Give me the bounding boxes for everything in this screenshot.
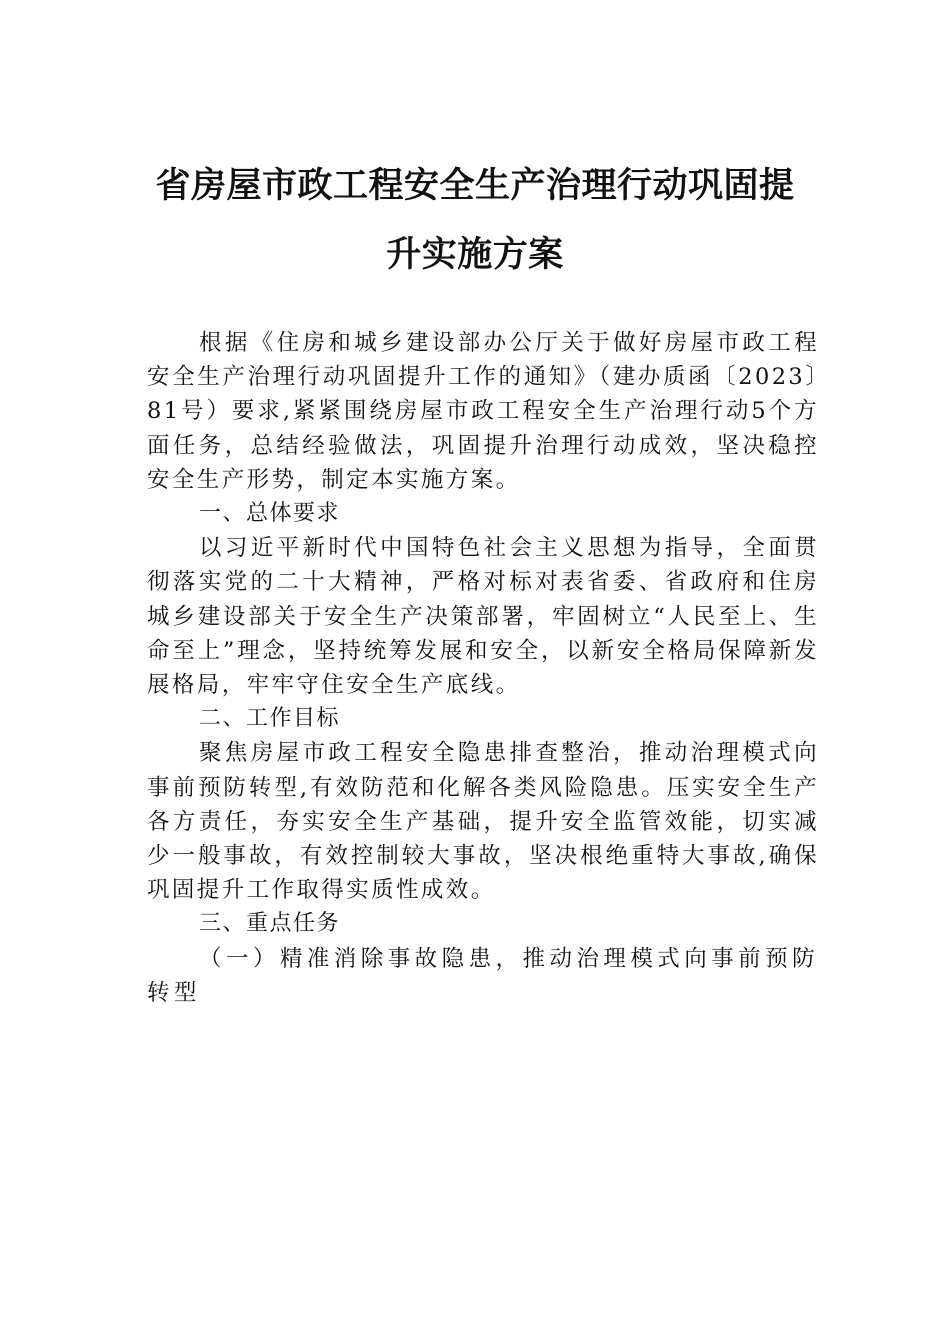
section-paragraph-general-requirements: 以习近平新时代中国特色社会主义思想为指导，全面贯彻落实党的二十大精神，严格对标对表省委、省政府和住房城乡建设部关于安全生产决策部署，牢固树立“人民至上、生命至上”理念，坚持统筹发展和安全，以新安全格局保障新发展格局，牢牢守住安全生产底线。: [147, 535, 819, 699]
subsection-heading-eliminate-hazards: （一）精准消除事故隐患，推动治理模式向事前预防转型: [147, 945, 819, 1006]
document-title-line-1: 省房屋市政工程安全生产治理行动巩固提: [155, 166, 795, 206]
intro-paragraph: 根据《住房和城乡建设部办公厅关于做好房屋市政工程安全生产治理行动巩固提升工作的通知》（建办质函〔2023〕81号）要求,紧紧围绕房屋市政工程安全生产治理行动5个方面任务，总结经验做法，巩固提升治理行动成效，坚决稳控安全生产形势，制定本实施方案。: [147, 330, 819, 493]
document-title-line-2: 升实施方案: [386, 235, 564, 275]
document-body: [147, 326, 819, 1010]
section-heading-work-goals: 二、工作目标: [199, 706, 341, 732]
section-heading-key-tasks: 三、重点任务: [199, 911, 341, 937]
section-heading-general-requirements: 一、总体要求: [199, 501, 341, 527]
section-paragraph-work-goals: 聚焦房屋市政工程安全隐患排查整治，推动治理模式向事前预防转型,有效防范和化解各类风险隐患。压实安全生产各方责任，夯实安全生产基础，提升安全监管效能，切实减少一般事故，有效控制较大事故，坚决根绝重特大事故,确保巩固提升工作取得实质性成效。: [147, 740, 819, 904]
